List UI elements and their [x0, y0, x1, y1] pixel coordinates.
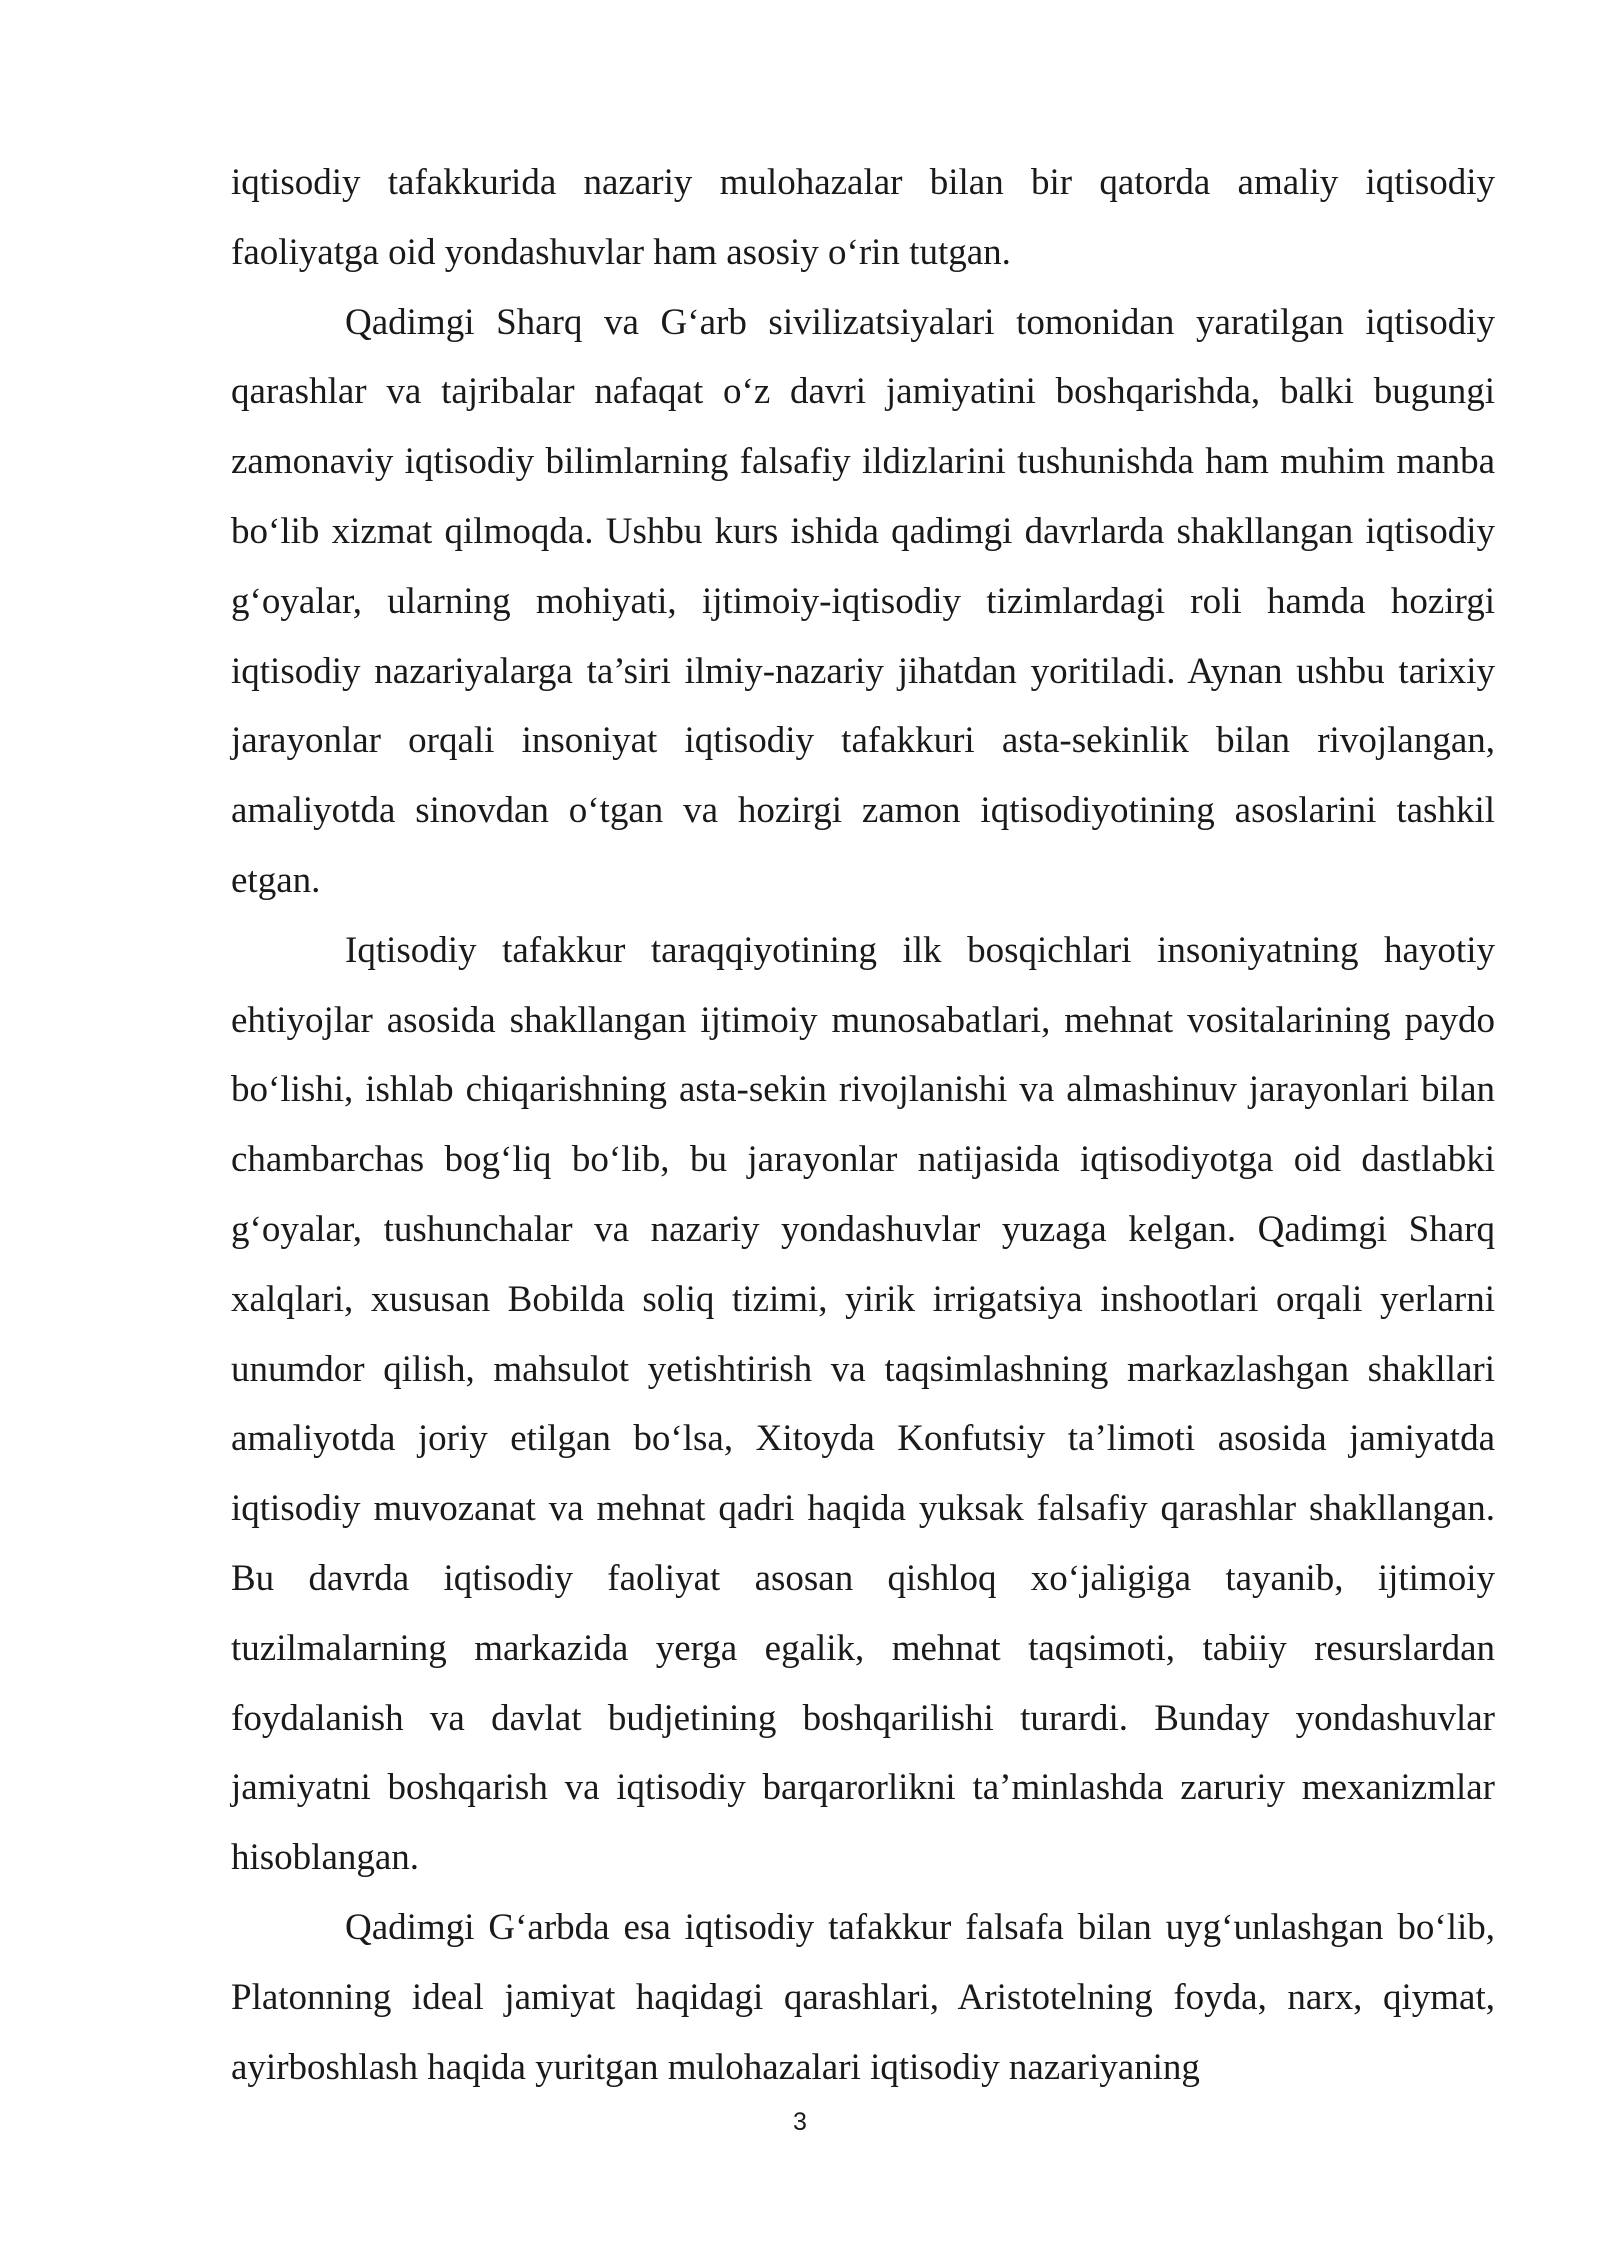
paragraph: Qadimgi Sharq va G‘arb sivilizatsiyalari tomonidan yaratilgan iqtisodiy qarashlar va tajribalar nafaqat o‘z davri jamiyatini boshqarishda, balki bugungi zamonaviy iqtisodiy bilimlarning falsafiy ildizlarini tushunishda ham muhim manba bo‘lib xizmat qilmoqda. Ushbu kurs ishida qadimgi davrlarda shakllangan iqtisodiy g‘oyalar, ularning mohiyati, ijtimoiy-iqtisodiy tizimlardagi roli hamda hozirgi iqtisodiy nazariyalarga ta’siri ilmiy-nazariy jihatdan yoritiladi. Aynan ushbu tarixiy jarayonlar orqali insoniyat iqtisodiy tafakkuri asta-sekinlik bilan rivojlangan, amaliyotda sinovdan o‘tgan va hozirgi zamon iqtisodiyotining asoslarini tashkil etgan. — [231, 301, 1495, 901]
body-text — [231, 148, 1495, 2102]
paragraph-continuation: iqtisodiy tafakkurida nazariy mulohazalar bilan bir qatorda amaliy iqtisodiy faoliyatga oid yondashuvlar ham asosiy o‘rin tutgan. — [231, 162, 1495, 273]
page-number: 3 — [793, 2108, 807, 2136]
paragraph: Iqtisodiy tafakkur taraqqiyotining ilk bosqichlari insoniyatning hayotiy ehtiyojlar asosida shakllangan ijtimoiy munosabatlari, mehnat vositalarining paydo bo‘lishi, ishlab chiqarishning asta-sekin rivojlanishi va almashinuv jarayonlari bilan chambarchas bog‘liq bo‘lib, bu jarayonlar natijasida iqtisodiyotga oid dastlabki g‘oyalar, tushunchalar va nazariy yondashuvlar yuzaga kelgan. Qadimgi Sharq xalqlari, xususan Bobilda soliq tizimi, yirik irrigatsiya inshootlari orqali yerlarni unumdor qilish, mahsulot yetishtirish va taqsimlashning markazlashgan shakllari amaliyotda joriy etilgan bo‘lsa, Xitoyda Konfutsiy ta’limoti asosida jamiyatda iqtisodiy muvozanat va mehnat qadri haqida yuksak falsafiy qarashlar shakllangan. Bu davrda iqtisodiy faoliyat asosan qishloq xo‘jaligiga tayanib, ijtimoiy tuzilmalarning markazida yerga egalik, mehnat taqsimoti, tabiiy resurslardan foydalanish va davlat budjetining boshqarilishi turardi. Bunday yondashuvlar jamiyatni boshqarish va iqtisodiy barqarorlikni ta’minlashda zaruriy mexanizmlar hisoblangan. — [231, 929, 1495, 1879]
paragraph: Qadimgi G‘arbda esa iqtisodiy tafakkur falsafa bilan uyg‘unlashgan bo‘lib, Platonning ideal jamiyat haqidagi qarashlari, Aristotelning foyda, narx, qiymat, ayirboshlash haqida yuritgan mulohazalari iqtisodiy nazariyaning — [231, 1906, 1495, 2088]
